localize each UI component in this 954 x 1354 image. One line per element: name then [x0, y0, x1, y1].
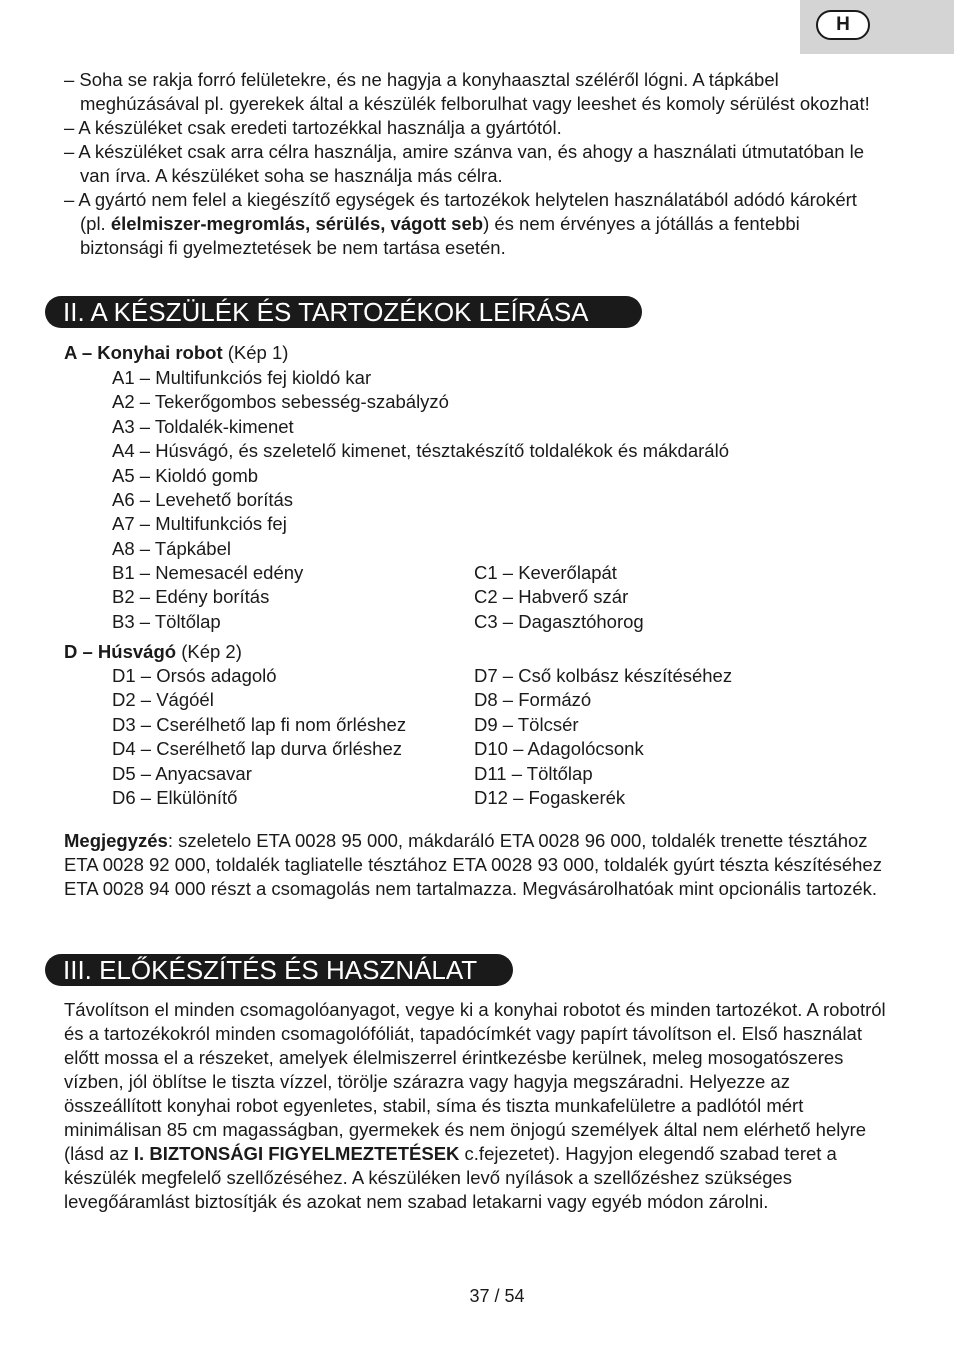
list-item: D2 – Vágóél [112, 689, 214, 711]
list-item: A6 – Levehető borítás [112, 488, 294, 510]
list-item: A1 – Multifunkciós fej kioldó kar [112, 367, 372, 388]
note-text: : szeletelo ETA 0028 95 000, mákdaráló ETA 0028 96 000, toldalék trenette tésztához ETA 0028 92 000, toldalék tagliatelle tésztához ETA 0028 93 000, toldalék gyúrt tészta készítéséhez ETA 0028 94 000 részt a csomagolás nem tartalmazza. Megvásárolhatóak mint opcionális tartozék. [64, 830, 882, 899]
parts-list-d-left [112, 664, 406, 810]
page-number: 37 / 54 [469, 1286, 525, 1306]
language-tab [800, 0, 954, 54]
section-heading-preparation: III. ELŐKÉSZÍTÉS ÉS HASZNÁLAT [45, 954, 513, 986]
paragraph-text: Távolítson el minden csomagolóanyagot, vegye ki a konyhai robotot és minden tartozékot. A robotról és a tartozékokról minden csomagolófóliát, tapadócímkét vagy papírt távolítson el. Első használat előtt mossa el a részeket, amelyek élelmiszerrel érintkezésbe kerülnek, meleg mosogatószeres vízben, jól öblítse le tiszta vízzel, törölje szárazra vagy hagyja megszáradni. Helyezze az összeállított konyhai robot egyenletes, stabil, síma és tiszta munkafelületre a padlótól mért minimálisan 85 cm magasságban, gyermekek és nem önjogú személyek által nem elérhető helyre (lásd az [64, 999, 886, 1164]
list-item: A5 – Kioldó gomb [112, 464, 259, 486]
group-title-d [64, 640, 242, 664]
list-item: D8 – Formázó [474, 689, 592, 711]
list-item: D11 – Töltőlap [474, 762, 593, 784]
list-item: A7 – Multifunkciós fej [112, 513, 287, 535]
list-item: D9 – Tölcsér [474, 713, 579, 735]
list-item: B2 – Edény borítás [112, 586, 270, 608]
list-item: D10 – Adagolócsonk [474, 738, 644, 760]
list-item: A2 – Tekerőgombos sebesség-szabályzó [112, 391, 449, 413]
list-item: D1 – Orsós adagoló [112, 665, 277, 686]
parts-list-d-right [474, 664, 732, 810]
list-item: D5 – Anyacsavar [112, 762, 252, 784]
language-badge: H [816, 10, 870, 40]
warning-item [64, 188, 884, 260]
warning-text: – A gyártó nem felel a kiegészítő egységek és tartozékok helytelen használatából adódó károkért (pl. [64, 189, 857, 234]
note-label: Megjegyzés [64, 830, 168, 851]
list-item: A3 – Toldalék-kimenet [112, 415, 294, 437]
parts-list-a [112, 366, 729, 561]
section-heading-description: II. A KÉSZÜLÉK ÉS TARTOZÉKOK LEÍRÁSA [45, 296, 642, 328]
parts-list-b [112, 561, 303, 634]
warning-item: – A készüléket csak eredeti tartozékkal használja a gyártótól. [64, 117, 562, 138]
group-title-ref: (Kép 1) [222, 342, 289, 363]
parts-list-c [474, 561, 644, 634]
group-title-ref: (Kép 2) [176, 641, 242, 662]
list-item: D3 – Cserélhető lap fi nom őrléshez [112, 713, 407, 735]
paragraph-bold-text: I. BIZTONSÁGI FIGYELMEZTETÉSEK [133, 1143, 460, 1164]
warning-item: – Soha se rakja forró felületekre, és ne hagyja a konyhaasztal széléről lógni. A tápkábel meghúzásával pl. gyerekek által a készülék felborulhat vagy leeshet és komoly sérülést okozhat! [64, 69, 870, 114]
group-title-bold: D – Húsvágó [64, 641, 177, 662]
list-item: D4 – Cserélhető lap durva őrléshez [112, 738, 402, 760]
list-item: D7 – Cső kolbász készítéséhez [474, 665, 733, 686]
accessory-note [64, 829, 884, 901]
list-item: A8 – Tápkábel [112, 537, 231, 559]
preparation-paragraph [64, 998, 890, 1214]
list-item: D6 – Elkülönítő [112, 786, 238, 808]
group-title-bold: A – Konyhai robot [64, 342, 223, 363]
list-item: C3 – Dagasztóhorog [474, 610, 644, 632]
paragraph-text: c.fejezetet). Hagyjon elegendő szabad teret a készülék megfelelő szellőzéséhez. A készüléken levő nyílások a szellőzéshez szükséges levegőáramlást biztosítják és azokat nem szabad letakarni vagy egyéb módon zárolni. [64, 1143, 837, 1212]
warning-bold-text: élelmiszer-megromlás, sérülés, vágott seb [110, 213, 484, 234]
warning-item: – A készüléket csak arra célra használja, amire szánva van, és ahogy a használati útmutatóban le van írva. A készüléket soha se használja más célra. [64, 141, 865, 186]
list-item: A4 – Húsvágó, és szeletelő kimenet, tésztakészítő toldalékok és mákdaráló [112, 440, 729, 462]
list-item: B1 – Nemesacél edény [112, 562, 304, 583]
safety-warnings-list [64, 68, 884, 260]
list-item: C1 – Keverőlapát [474, 562, 617, 583]
list-item: C2 – Habverő szár [474, 586, 629, 608]
warning-text: ) és nem érvényes a jótállás a fentebbi biztonsági fi gyelmeztetések be nem tartása esetén. [80, 213, 800, 258]
list-item: B3 – Töltőlap [112, 610, 221, 632]
list-item: D12 – Fogaskerék [474, 786, 626, 808]
group-title-a [64, 341, 288, 365]
